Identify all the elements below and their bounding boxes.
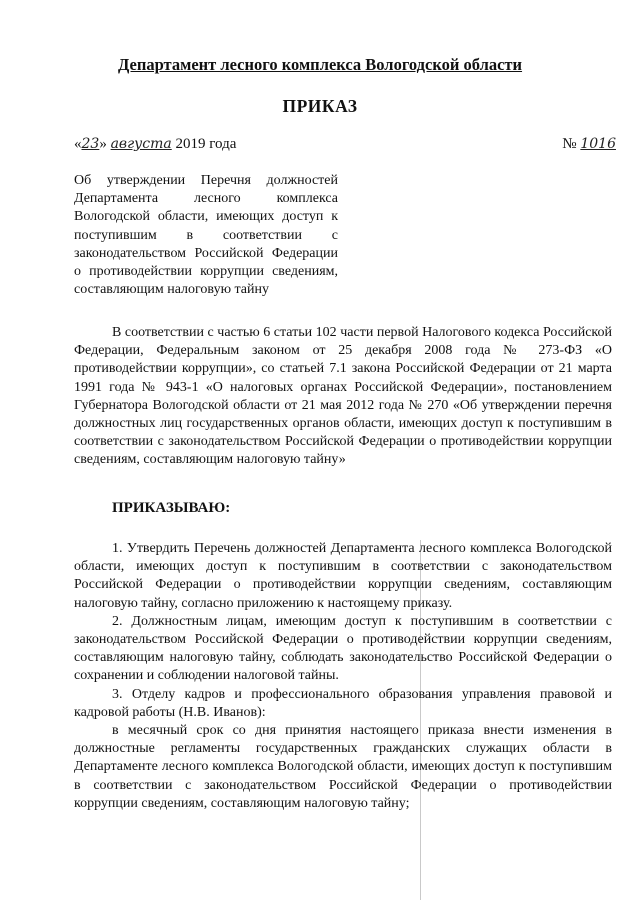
decree-word: ПРИКАЗЫВАЮ: bbox=[112, 500, 231, 516]
handwritten-day: 23 bbox=[81, 136, 100, 152]
order-item-3: 3. Отделу кадров и профессионального образования управления правовой и кадровой работы (Н.В. Иванов): bbox=[74, 686, 612, 720]
order-year: 2019 года bbox=[175, 136, 237, 152]
handwritten-month: августа bbox=[110, 136, 172, 152]
order-item-2: 2. Должностным лицам, имеющим доступ к поступившим в соответствии с законодательством Российской Федерации о противодействии коррупции сведениям, составляющим налоговую тайну, соблюдать законодательство Российской Федерации о сохранении и соблюдении налоговой тайны. bbox=[74, 613, 612, 684]
order-number bbox=[562, 136, 616, 153]
order-item-3-subitem: в месячный срок со дня принятия настоящего приказа внести изменения в должностные регламенты государственных гражданских служащих области в Департаменте лесного комплекса Вологодской области, имеющих доступ к поступившим в соответствии с законодательством Российской Федерации о противодействии коррупции сведениям, составляющим налоговую тайну; bbox=[74, 723, 612, 811]
department-name: Департамент лесного комплекса Вологодской области bbox=[117, 55, 523, 74]
order-subject: Об утверждении Перечня должностей Департамента лесного комплекса Вологодской области, имеющих доступ к поступившим в соответствии с законодательством Российской Федерации о противодействии коррупции сведениям, составляющим налоговую тайну bbox=[74, 173, 338, 298]
preamble-paragraph: В соответствии с частью 6 статьи 102 части первой Налогового кодекса Российской Федерации, Федеральным законом от 25 декабря 2008 года № 273-ФЗ «О противодействии коррупции», со статьей 7.1 закона Российской Федерации от 21 марта 1991 года № 943-1 «О налоговых органах Российской Федерации», постановлением Губернатора Вологодской области от 21 мая 2012 года № 270 «Об утверждении перечня должностных лиц государственных органов области, имеющих доступ к поступившим в соответствии с законодательством Российской Федерации о противодействии коррупции сведениям, составляющим налоговую тайну» bbox=[74, 325, 612, 468]
order-item-1: 1. Утвердить Перечень должностей Департамента лесного комплекса Вологодской области, имеющих доступ к поступившим в соответствии с законодательством Российской Федерации о противодействии коррупции сведениям, составляющим налоговую тайну, согласно приложению к настоящему приказу. bbox=[74, 541, 612, 611]
document-type-title: ПРИКАЗ bbox=[282, 96, 358, 116]
handwritten-number: 1016 bbox=[580, 136, 616, 152]
order-items bbox=[74, 540, 612, 813]
quote-close: » bbox=[99, 136, 107, 152]
quote-open: « bbox=[74, 136, 82, 152]
preamble-block bbox=[74, 324, 612, 470]
number-prefix: № bbox=[562, 136, 577, 152]
order-date bbox=[74, 136, 236, 153]
